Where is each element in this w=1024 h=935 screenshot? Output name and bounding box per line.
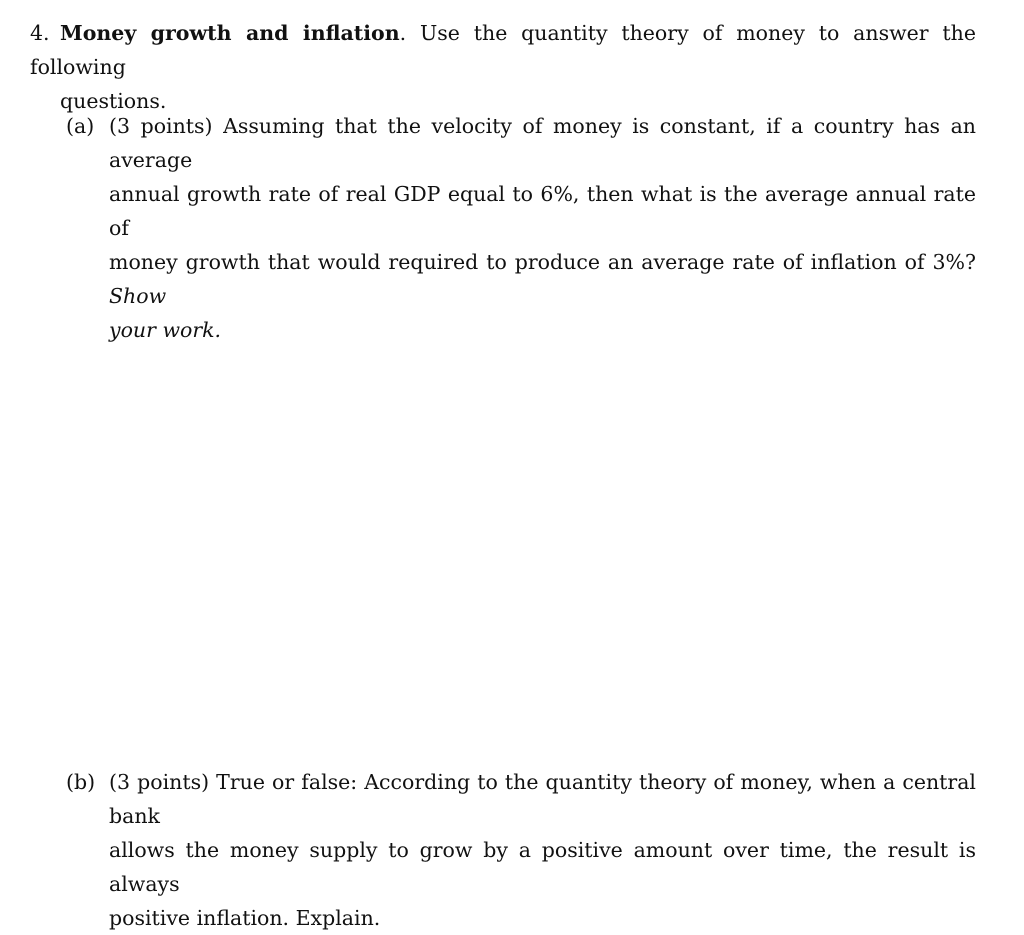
answer-space-a[interactable] (109, 260, 975, 740)
problem-intro: Use the quantity theory of money to answer the following (30, 21, 976, 79)
part-a-label: (a) (66, 114, 95, 138)
part-b-line-3: positive inflation. Explain. (109, 906, 381, 930)
problem-title-punct: . (399, 21, 407, 45)
part-b-line-2: allows the money supply to grow by a positive amount over time, the result is always (109, 838, 976, 896)
part-a-line-3: money growth that would required to produce an average rate of inflation of 3%? (109, 250, 976, 274)
part-b (66, 765, 976, 935)
problem-intro-cont: questions. (60, 89, 167, 113)
problem-number: 4. (30, 21, 50, 45)
part-a-instruction-1: Show (109, 284, 167, 308)
part-a-line-2: annual growth rate of real GDP equal to 6%, then what is the average annual rate of (109, 182, 976, 240)
problem-4 (30, 16, 976, 118)
part-a-line-1: (3 points) Assuming that the velocity of money is constant, if a country has an average (109, 114, 976, 172)
part-b-label: (b) (66, 770, 96, 794)
problem-title: Money growth and inflation (60, 21, 400, 45)
problem-heading-line (30, 16, 976, 84)
part-b-text (109, 765, 976, 935)
part-b-line-1: (3 points) True or false: According to the quantity theory of money, when a central bank (109, 770, 976, 828)
part-a-instruction-2: your work. (109, 318, 222, 342)
